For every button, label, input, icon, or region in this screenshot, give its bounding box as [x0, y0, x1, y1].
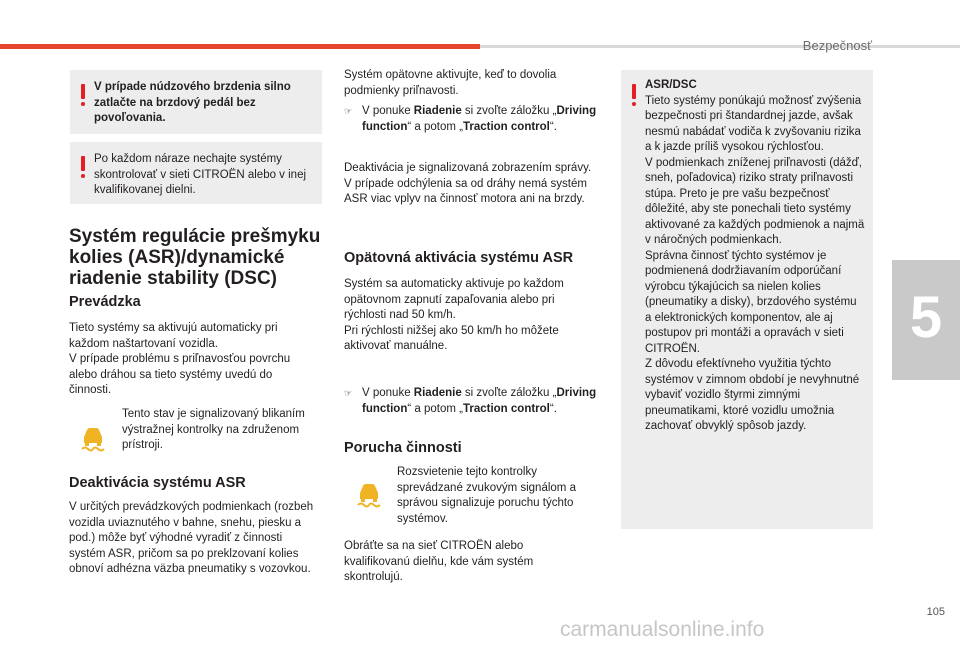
warning-text: V prípade núdzového brzdenia silno zatlačte na brzdový pedál bez povoľovania.: [94, 81, 291, 124]
asr-dsc-info: [645, 78, 865, 435]
menu-step-deactivate: ☞ V ponuke Riadenie si zvoľte záložku „Driving function“ a potom „Traction control“.: [344, 105, 597, 133]
chapter-number: 5: [909, 285, 943, 350]
box-title: ASR/DSC: [645, 79, 697, 91]
reactivate-text: Systém opätovne aktivujte, keď to dovolia podmienky priľnavosti.: [344, 69, 557, 97]
warning-icon: [631, 84, 637, 106]
watermark: carmanualsonline.info: [560, 618, 765, 641]
page-number: 105: [926, 606, 945, 618]
operation-text: Tieto systémy sa aktivujú automaticky pri každom naštartovaní vozidla. V prípade problému s priľnavosťou povrchu alebo dráhou sa tieto systémy uvedú do činnosti.: [69, 322, 291, 396]
indicator-text: Tento stav je signalizovaný blikaním výstražnej kontrolky na združenom prístroji.: [122, 408, 305, 451]
box-text: Tieto systémy ponúkajú možnosť zvýšenia bezpečnosti pri štandardnej jazde, avšak nesmú nabádať vodiča k zvyšovaniu rizika a k jazde príliš vysokou rýchlosťou. V podmienkach zníženej priľnavosti (dážď, sneh, poľadovica) riziko straty priľnavosti stúpa. Preto je pre vašu bezpečnosť dôležité, aby ste ponechali tieto systémy aktivované za každých podmienok a najmä v náročných podmienkach. Správna činnosť týchto systémov je podmienená dodržiavaním odporúčaní výrobcu týkajúcich sa nielen kolies (pneumatiky a disky), brzdového systému a elektronických komponentov, ale aj postupov pri montáži a opravách v sieti CITROËN. Z dôvodu efektívneho využitia týchto systémov v zimnom období je nevyhnutné vybaviť vozidlo štyrmi zimnými pneumatikami, ktoré vozidlu umožnia zachovať obvyklý spôsob jazdy.: [645, 94, 865, 432]
warning-icon: [80, 84, 86, 106]
deactivation-text: V určitých prevádzkových podmienkach (rozbeh vozidla uviaznutého v bahne, snehu, piesku a pod.) môže byť výhodné vyradiť z činnosti systém ASR, pričom sa po preklzovaní kolies obnoví adhézna väzba pneumatiky s vozovkou.: [69, 501, 314, 575]
arrow-icon: ☞: [344, 388, 353, 398]
warning-box-emergency-braking: [70, 70, 322, 134]
warning-box-impact-check: [70, 142, 322, 204]
operation-heading: Prevádzka: [69, 294, 141, 310]
deactivation-signal-text: Deaktivácia je signalizovaná zobrazením správy. V prípade odchýlenia sa od dráhy nemá systém ASR viac vplyv na činnosť motora ani na brzdy.: [344, 162, 592, 205]
deactivation-heading: Deaktivácia systému ASR: [69, 475, 246, 491]
main-title: Systém regulácie prešmyku kolies (ASR)/dynamické riadenie stability (DSC): [69, 226, 321, 289]
asr-warning-lamp-icon: [76, 420, 110, 454]
arrow-icon: ☞: [344, 106, 353, 116]
reactivation-text: Systém sa automaticky aktivuje po každom opätovnom zapnutí zapaľovania alebo pri rýchlosti nad 50 km/h. Pri rýchlosti nižšej ako 50 km/h ho môžete aktivovať manuálne.: [344, 278, 564, 352]
menu-step-reactivate: ☞ V ponuke Riadenie si zvoľte záložku „Driving function“ a potom „Traction control“.: [344, 387, 597, 415]
asr-warning-lamp-icon: [352, 476, 386, 510]
section-title: Bezpečnosť: [802, 38, 872, 53]
contact-dealer-text: Obráťte sa na sieť CITROËN alebo kvalifikovanú dielňu, kde vám systém skontrolujú.: [344, 540, 534, 583]
header-divider: [480, 45, 960, 48]
header-accent-bar: [0, 44, 480, 49]
warning-icon: [80, 156, 86, 178]
malfunction-text: Rozsvietenie tejto kontrolky sprevádzané zvukovým signálom a správou signalizuje poruchu týchto systémov.: [397, 466, 576, 525]
malfunction-heading: Porucha činnosti: [344, 440, 462, 456]
warning-box-asr-dsc: [621, 70, 873, 529]
warning-text: Po každom náraze nechajte systémy skontrolovať v sieti CITROËN alebo v inej kvalifikovanej dielni.: [94, 153, 307, 196]
reactivation-heading: Opätovná aktivácia systému ASR: [344, 250, 574, 266]
